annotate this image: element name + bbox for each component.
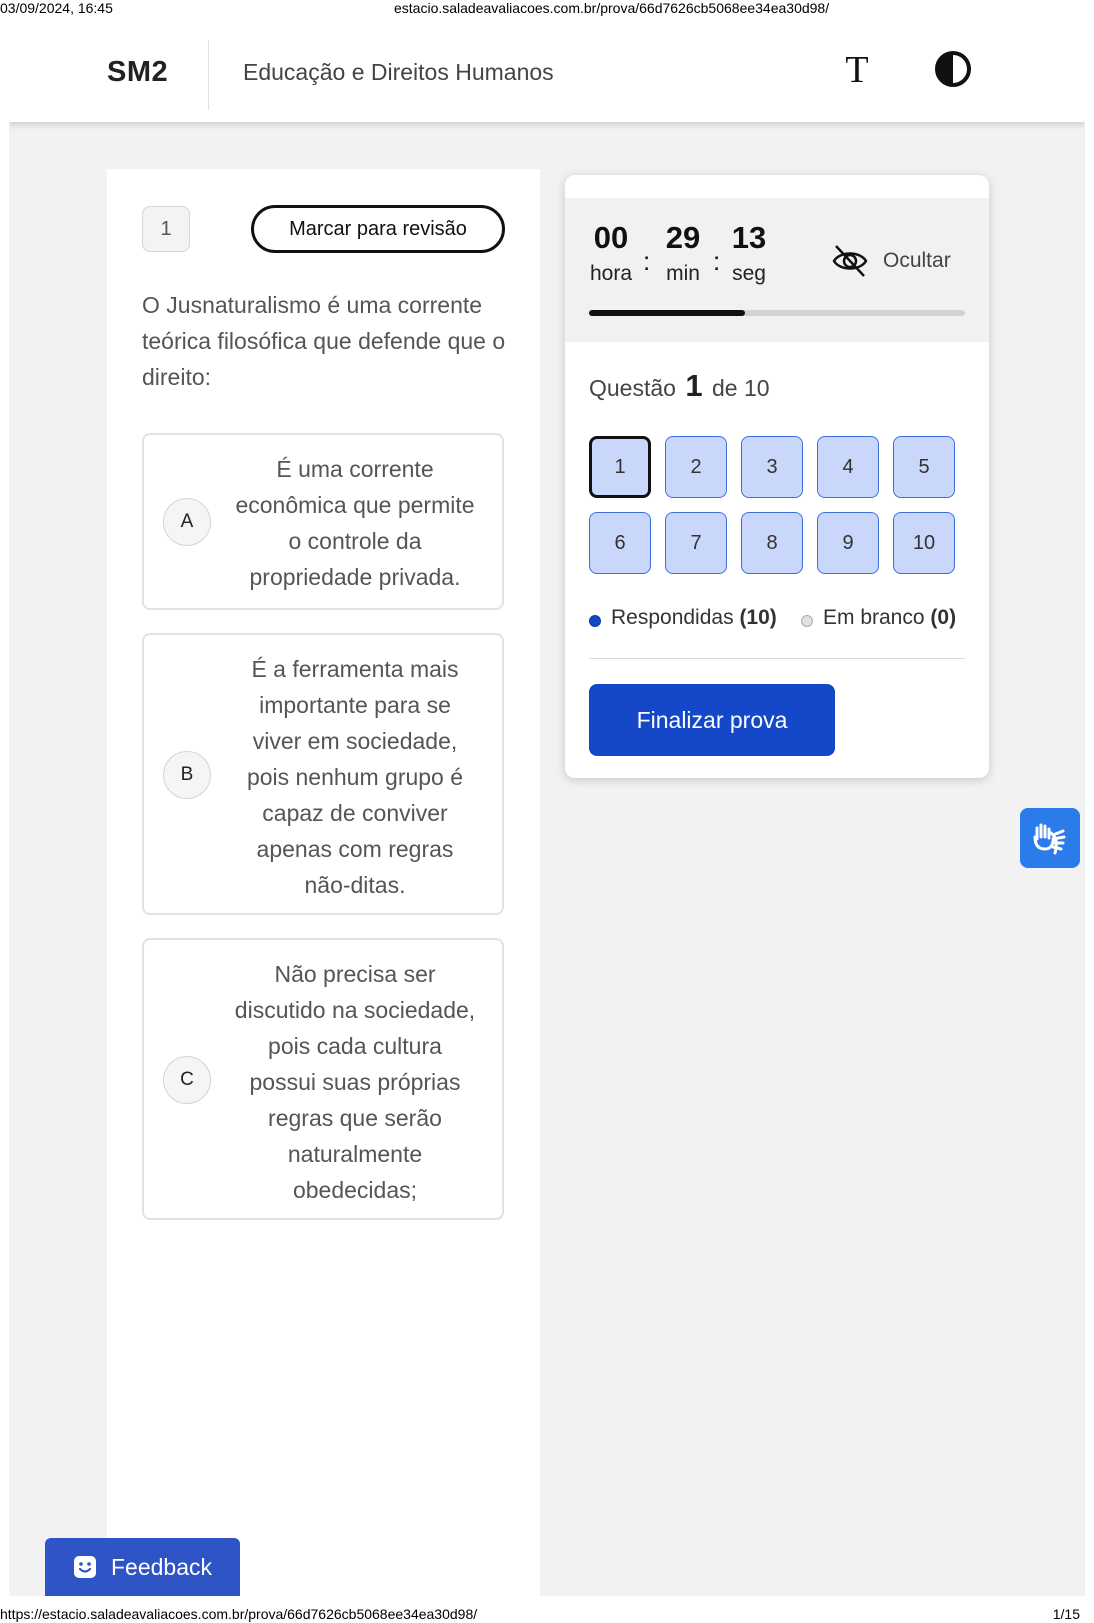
option-a[interactable] (142, 433, 504, 610)
course-title: Educação e Direitos Humanos (243, 59, 554, 85)
sign-language-icon[interactable] (1020, 808, 1080, 868)
eye-off-icon (831, 243, 869, 279)
option-c[interactable] (142, 938, 504, 1220)
timer-hours-value: 00 (593, 220, 629, 255)
timer-progress-bar (589, 310, 965, 316)
option-text: É a ferramenta mais importante para se viver em sociedade, pois nenhum grupo é capaz de conviver apenas com regras não-ditas. (246, 656, 464, 898)
option-letter: C (163, 1056, 211, 1104)
timer-minutes-value: 29 (665, 220, 701, 255)
timer-progress-fill (589, 310, 745, 316)
logo: SM2 (107, 56, 169, 88)
question-button-10[interactable]: 10 (893, 512, 955, 574)
option-b[interactable] (142, 633, 504, 915)
font-size-icon[interactable]: T (845, 49, 869, 91)
timer (565, 198, 989, 342)
page-frame (9, 28, 1085, 1596)
print-date: 03/09/2024, 16:45 (0, 0, 113, 16)
question-button-3[interactable]: 3 (741, 436, 803, 498)
question-counter-prefix: Questão (589, 375, 676, 401)
print-footer (0, 1603, 1094, 1623)
answered-dot (589, 615, 601, 627)
answered-label: Respondidas (10) (611, 606, 777, 629)
timer-seconds (729, 220, 769, 286)
print-header (0, 0, 1094, 16)
option-letter: A (163, 498, 211, 546)
question-number: 1 (142, 206, 190, 252)
blank-dot (801, 615, 813, 627)
timer-separator: : (643, 246, 651, 276)
finish-exam-button[interactable]: Finalizar prova (589, 684, 835, 756)
timer-hours (589, 220, 633, 286)
timer-hours-label: hora (589, 262, 633, 285)
question-button-9[interactable]: 9 (817, 512, 879, 574)
option-letter: B (163, 751, 211, 799)
question-button-6[interactable]: 6 (589, 512, 651, 574)
print-url: estacio.saladeavaliacoes.com.br/prova/66d7626cb5068ee34ea30d98/ (394, 0, 830, 16)
answer-legend (589, 606, 969, 636)
question-counter-suffix: de 10 (711, 375, 770, 401)
question-button-4[interactable]: 4 (817, 436, 879, 498)
timer-minutes-label: min (666, 262, 700, 285)
smile-icon (73, 1555, 97, 1579)
blank-label: Em branco (0) (823, 606, 957, 629)
question-button-5[interactable]: 5 (893, 436, 955, 498)
option-text: Não precisa ser discutido na sociedade, pois cada cultura possui suas próprias regras que serão naturalmente obedecidas; (234, 961, 476, 1203)
timer-seconds-value: 13 (731, 220, 767, 255)
timer-separator: : (713, 246, 721, 276)
print-page-number: 1/15 (1052, 1606, 1080, 1622)
question-button-2[interactable]: 2 (665, 436, 727, 498)
question-text: O Jusnaturalismo é uma corrente teórica filosófica que defende que o direito: (142, 292, 506, 390)
timer-minutes (661, 220, 705, 286)
option-text: É uma corrente econômica que permite o controle da propriedade privada. (235, 456, 475, 590)
question-button-1[interactable]: 1 (589, 436, 651, 498)
question-panel (107, 169, 540, 1596)
print-footer-url: https://estacio.saladeavaliacoes.com.br/prova/66d7626cb5068ee34ea30d98/ (0, 1606, 478, 1622)
mark-review-button[interactable]: Marcar para revisão (251, 205, 505, 253)
contrast-icon[interactable] (933, 49, 973, 89)
question-button-7[interactable]: 7 (665, 512, 727, 574)
feedback-label: Feedback (110, 1553, 212, 1580)
question-counter-current: 1 (685, 368, 703, 403)
hide-timer-button[interactable] (831, 240, 951, 282)
card-divider (589, 658, 965, 659)
navigation-card (565, 175, 989, 778)
hide-timer-label: Ocultar (883, 249, 951, 272)
question-button-8[interactable]: 8 (741, 512, 803, 574)
timer-seconds-label: seg (732, 262, 766, 285)
header-divider (208, 40, 209, 110)
feedback-button[interactable] (45, 1538, 240, 1596)
top-bar (9, 28, 1085, 122)
question-counter (589, 368, 770, 404)
